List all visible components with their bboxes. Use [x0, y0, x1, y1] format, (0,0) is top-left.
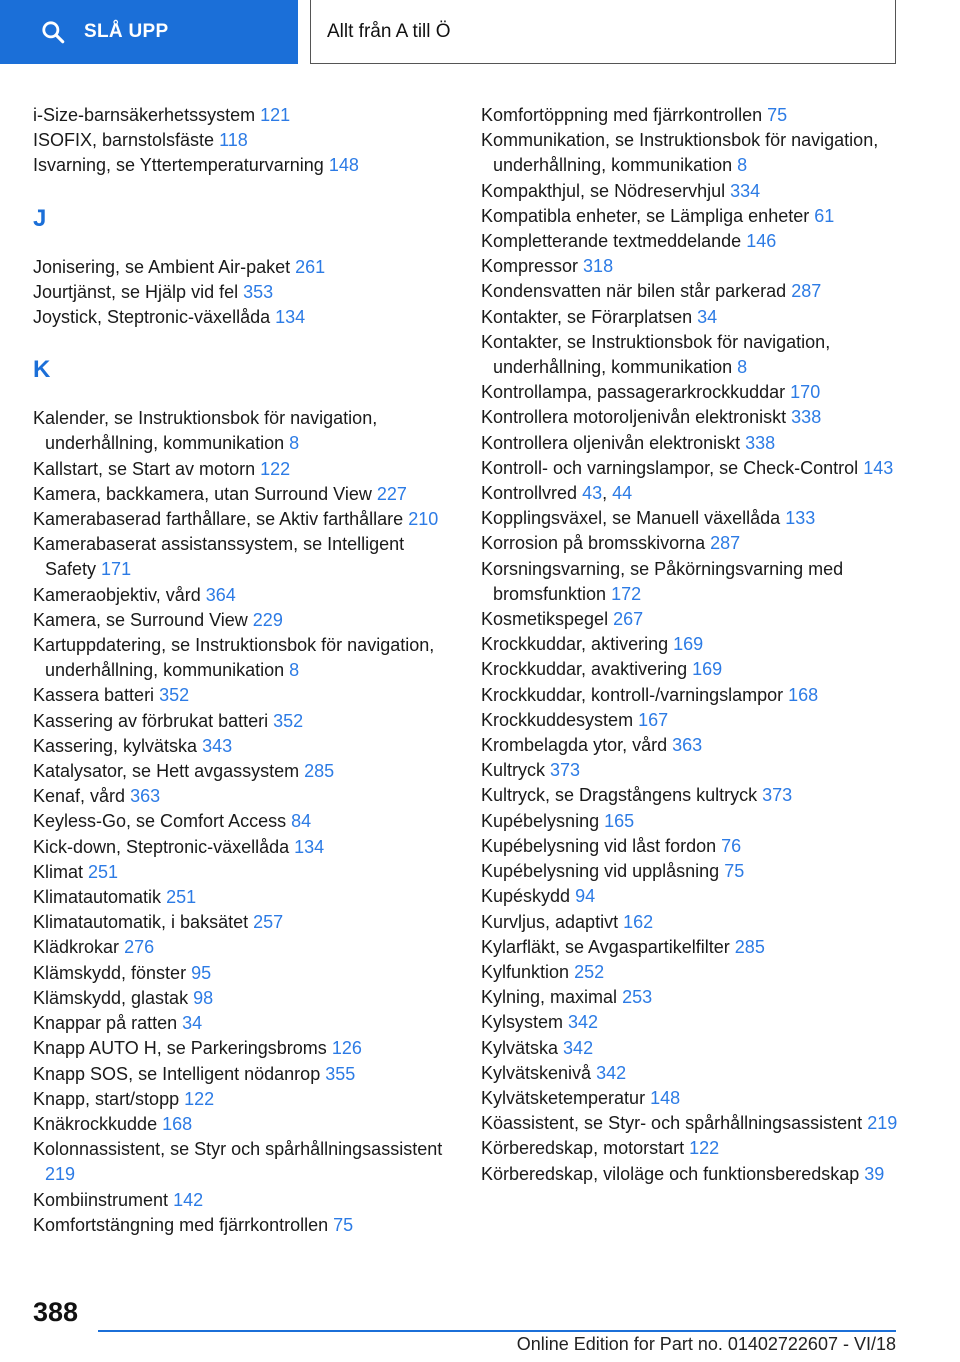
- index-entry-text: Kontrollera motoroljenivån elektroniskt: [481, 407, 787, 428]
- page-reference-link[interactable]: 172: [611, 583, 642, 604]
- page-reference-link[interactable]: 34: [182, 1013, 203, 1034]
- page-reference-link[interactable]: 143: [863, 457, 894, 478]
- index-entry: [481, 1061, 901, 1086]
- index-entry-text: Körberedskap, motorstart: [481, 1138, 685, 1159]
- page-reference-link[interactable]: 342: [563, 1037, 594, 1058]
- index-entry-text: Kommunikation, se Instruktionsbok för navigation, underhållning, kommunikation: [481, 130, 879, 176]
- page-reference-link[interactable]: 134: [294, 836, 325, 857]
- page-reference-link[interactable]: 353: [243, 281, 274, 302]
- page-reference-link[interactable]: 287: [710, 533, 741, 554]
- page-reference-link[interactable]: 355: [325, 1063, 356, 1084]
- page-reference-link[interactable]: 34: [697, 306, 718, 327]
- search-icon: [40, 19, 66, 45]
- index-entry-text: Kick-down, Steptronic-växellåda: [33, 836, 290, 857]
- index-entry-text: Krockkuddar, aktivering: [481, 634, 669, 655]
- index-entry: [33, 583, 453, 608]
- index-entry-text: Knapp AUTO H, se Parkeringsbroms: [33, 1038, 327, 1059]
- index-column-left: [33, 103, 453, 1238]
- page-reference-link[interactable]: 373: [550, 760, 581, 781]
- index-entry: [33, 1036, 453, 1061]
- page-reference-link[interactable]: 168: [788, 684, 819, 705]
- index-entry: [481, 431, 901, 456]
- index-entry-text: Kamera, se Surround View: [33, 609, 248, 630]
- page-reference-link[interactable]: 363: [672, 735, 703, 756]
- index-entry-text: Kopplingsväxel, se Manuell växellåda: [481, 508, 781, 529]
- page-reference-link[interactable]: 167: [638, 709, 669, 730]
- page-reference-link[interactable]: 165: [604, 810, 635, 831]
- index-entry-text: Kylvätsketemperatur: [481, 1087, 646, 1108]
- index-entry: [481, 935, 901, 960]
- index-entry-text: Krockkuddar, kontroll-/varningslampor: [481, 684, 784, 705]
- page-reference-link[interactable]: 168: [162, 1113, 193, 1134]
- page-reference-link[interactable]: 287: [791, 281, 822, 302]
- index-entry: [481, 607, 901, 632]
- index-entry: [33, 153, 453, 178]
- page-reference-link[interactable]: 267: [613, 609, 644, 630]
- section-title-tab: [310, 0, 896, 64]
- index-entry: [33, 406, 453, 456]
- index-entry: [33, 709, 453, 734]
- index-entry-text: Knäkrockkudde: [33, 1113, 158, 1134]
- index-entry: [33, 683, 453, 708]
- page-reference-link[interactable]: 148: [650, 1087, 681, 1108]
- index-entry: [33, 1112, 453, 1137]
- page-reference-link[interactable]: 363: [130, 786, 161, 807]
- index-entry-text: Kylarfläkt, se Avgaspartikelfilter: [481, 936, 730, 957]
- index-entry: [33, 1137, 453, 1187]
- index-entry: [481, 179, 901, 204]
- index-entry: [33, 482, 453, 507]
- page-reference-link[interactable]: 95: [191, 962, 212, 983]
- index-entry-text: Kontrollera oljenivån elektroniskt: [481, 432, 741, 453]
- index-entry-text: i-Size-barnsäkerhetssystem: [33, 105, 256, 125]
- index-entry-text: Kylvätska: [481, 1037, 559, 1058]
- index-entry: [33, 1011, 453, 1036]
- page-reference-link[interactable]: 84: [291, 811, 312, 832]
- index-entry: [33, 1213, 453, 1238]
- index-entry-text: Kassering, kylvätska: [33, 735, 198, 756]
- index-entry-text: Kameraobjektiv, vård: [33, 584, 201, 605]
- index-entry-text: Isvarning, se Yttertemperaturvarning: [33, 155, 324, 176]
- index-entry-text: Klimatautomatik: [33, 887, 162, 908]
- index-entry: [33, 507, 453, 532]
- page-reference-link[interactable]: 170: [790, 382, 821, 403]
- index-entry-text: Kassera batteri: [33, 685, 155, 706]
- search-button[interactable]: [0, 0, 298, 64]
- index-entry-text: Kompatibla enheter, se Lämpliga enheter: [481, 205, 810, 226]
- page-reference-link[interactable]: 39: [864, 1163, 885, 1184]
- index-entry-text: Knapp, start/stopp: [33, 1088, 180, 1109]
- index-entry-text: Korrosion på bromsskivorna: [481, 533, 706, 554]
- index-entry-text: Körberedskap, viloläge och funktionsberedskap: [481, 1163, 860, 1184]
- page-reference-link[interactable]: 352: [273, 710, 304, 731]
- index-entry-text: Kurvljus, adaptivt: [481, 911, 619, 932]
- index-entry-text: Kupébelysning: [481, 810, 600, 831]
- page-reference-link[interactable]: 8: [289, 660, 300, 681]
- page-reference-link[interactable]: 75: [767, 105, 788, 125]
- index-entry-text: Kupéskydd: [481, 886, 571, 907]
- page-reference-link[interactable]: 61: [814, 205, 835, 226]
- index-entry-text: Kamera, backkamera, utan Surround View: [33, 483, 372, 504]
- index-entry: [33, 103, 453, 128]
- index-entry: [481, 708, 901, 733]
- index-entry-text: Kompressor: [481, 256, 579, 277]
- page-reference-link[interactable]: 229: [252, 609, 283, 630]
- index-entry: [33, 255, 453, 280]
- index-entry: [33, 835, 453, 860]
- page-reference-link[interactable]: 162: [623, 911, 654, 932]
- index-entry: [33, 457, 453, 482]
- page-reference-link[interactable]: 142: [173, 1189, 204, 1210]
- index-entry: [481, 1036, 901, 1061]
- index-entry: [481, 834, 901, 859]
- page-reference-link[interactable]: 251: [88, 861, 119, 882]
- page-reference-link[interactable]: 373: [762, 785, 793, 806]
- index-entry: [481, 859, 901, 884]
- index-entry-text: Kalender, se Instruktionsbok för navigation, underhållning, kommunikation: [33, 408, 378, 454]
- index-entry: [481, 960, 901, 985]
- index-entry: [481, 683, 901, 708]
- index-entry: [33, 1188, 453, 1213]
- index-entry: [33, 935, 453, 960]
- index-entry-text: Kultryck: [481, 760, 546, 781]
- index-entry: [481, 632, 901, 657]
- index-entry: [481, 1136, 901, 1161]
- index-entry: [33, 860, 453, 885]
- index-entry: [33, 910, 453, 935]
- index-entry-text: Kylsystem: [481, 1012, 564, 1033]
- page-reference-link[interactable]: 75: [724, 861, 745, 882]
- page-reference-link[interactable]: 219: [45, 1164, 76, 1185]
- index-entry: [481, 128, 901, 178]
- index-entry: [481, 910, 901, 935]
- index-entry: [481, 1111, 901, 1136]
- page-reference-link[interactable]: 261: [295, 256, 326, 277]
- index-entry-text: ISOFIX, barnstolsfäste: [33, 130, 215, 151]
- page-reference-link[interactable]: 8: [737, 357, 748, 378]
- index-entry-text: Kupébelysning vid upplåsning: [481, 861, 720, 882]
- index-entry: [481, 229, 901, 254]
- index-entry: [481, 557, 901, 607]
- index-entry-text: Kombiinstrument: [33, 1189, 169, 1210]
- index-entry-text: Komfortöppning med fjärrkontrollen: [481, 105, 763, 125]
- index-entry-text: Kultryck, se Dragstångens kultryck: [481, 785, 758, 806]
- index-entry-text: Kupébelysning vid låst fordon: [481, 835, 717, 856]
- index-entry-text: Katalysator, se Hett avgassystem: [33, 761, 300, 782]
- index-entry-text: Klimatautomatik, i baksätet: [33, 912, 249, 933]
- index-entry: [33, 986, 453, 1011]
- index-entry: [33, 759, 453, 784]
- page-reference-link[interactable]: 146: [746, 231, 777, 252]
- page-reference-link[interactable]: 171: [101, 559, 132, 580]
- index-entry: [33, 1087, 453, 1112]
- page-reference-link[interactable]: 43: [582, 483, 603, 504]
- index-entry: [33, 885, 453, 910]
- page-reference-link[interactable]: 126: [331, 1038, 362, 1059]
- page-reference-link[interactable]: 118: [219, 130, 248, 151]
- page-reference-link[interactable]: 169: [673, 634, 704, 655]
- index-entry: [481, 405, 901, 430]
- index-entry: [33, 128, 453, 153]
- page-reference-link[interactable]: 133: [785, 508, 816, 529]
- index-entry-text: Kassering av förbrukat batteri: [33, 710, 269, 731]
- index-entry-text: Jonisering, se Ambient Air-paket: [33, 256, 291, 277]
- index-entry-text: Kontakter, se Förarplatsen: [481, 306, 693, 327]
- index-entry: [481, 330, 901, 380]
- page-reference-link[interactable]: 342: [568, 1012, 599, 1033]
- index-entry-text: Kondensvatten när bilen står parkerad: [481, 281, 787, 302]
- page-reference-link[interactable]: 338: [745, 432, 776, 453]
- index-letter-heading: K: [33, 356, 51, 384]
- index-entry-text: Kolonnassistent, se Styr och spårhållningsassistent: [33, 1139, 443, 1160]
- index-entry-text: Kontrollvred: [481, 483, 578, 504]
- index-entry-text: Klämskydd, fönster: [33, 962, 187, 983]
- index-entry: [481, 758, 901, 783]
- page-reference-link[interactable]: 44: [612, 483, 633, 504]
- index-entry-text: Krockkuddar, avaktivering: [481, 659, 688, 680]
- index-entry: [33, 532, 453, 582]
- index-entry-text: Kylvätskenivå: [481, 1062, 592, 1083]
- page-reference-link[interactable]: 252: [574, 961, 605, 982]
- page-reference-link[interactable]: 276: [124, 937, 155, 958]
- page-reference-link[interactable]: 94: [575, 886, 596, 907]
- index-entry-text: Kylfunktion: [481, 961, 570, 982]
- index-column-right: [481, 103, 901, 1187]
- index-letter-heading: J: [33, 204, 47, 232]
- index-entry-text: Kamerabaserat assistanssystem, se Intelligent Safety: [33, 534, 405, 580]
- index-entry: [481, 1162, 901, 1187]
- index-entry-text: Joystick, Steptronic-växellåda: [33, 307, 271, 328]
- page-reference-link[interactable]: 342: [596, 1062, 627, 1083]
- index-entry: [481, 279, 901, 304]
- page-reference-link[interactable]: 122: [260, 458, 291, 479]
- index-entry: [33, 961, 453, 986]
- page-reference-link[interactable]: 334: [730, 180, 761, 201]
- index-entry: [33, 305, 453, 330]
- page-reference-link[interactable]: 169: [692, 659, 723, 680]
- page-reference-link[interactable]: 251: [166, 887, 197, 908]
- index-entry: [33, 608, 453, 633]
- index-entry-text: Knapp SOS, se Intelligent nödanrop: [33, 1063, 321, 1084]
- edition-note: Online Edition for Part no. 01402722607 - VI/18: [516, 1334, 896, 1354]
- page-reference-link[interactable]: 352: [159, 685, 190, 706]
- index-entry: [481, 254, 901, 279]
- index-entry-text: Krombelagda ytor, vård: [481, 735, 668, 756]
- index-entry-text: Klämskydd, glastak: [33, 987, 189, 1008]
- index-entry: [481, 985, 901, 1010]
- index-entry: [481, 1010, 901, 1035]
- index-entry-text: Klimat: [33, 861, 84, 882]
- index-entry-text: Kartuppdatering, se Instruktionsbok för navigation, underhållning, kommunikation: [33, 635, 435, 681]
- index-entry: [481, 456, 901, 481]
- index-entry: [481, 884, 901, 909]
- page-reference-link[interactable]: 122: [184, 1088, 215, 1109]
- page-reference-link[interactable]: 219: [867, 1113, 898, 1134]
- page-reference-link[interactable]: 343: [202, 735, 233, 756]
- index-entry: [481, 531, 901, 556]
- index-entry: [481, 783, 901, 808]
- index-entry: [33, 633, 453, 683]
- page-reference-link[interactable]: 227: [376, 483, 407, 504]
- page-reference-link[interactable]: 364: [205, 584, 236, 605]
- page-reference-link[interactable]: 318: [583, 256, 614, 277]
- section-title: Allt från A till Ö: [327, 20, 451, 42]
- index-entry-text: Kamerabaserad farthållare, se Aktiv farthållare: [33, 509, 404, 530]
- page-reference-link[interactable]: 98: [193, 987, 214, 1008]
- page-reference-link[interactable]: 75: [333, 1214, 354, 1235]
- page-reference-link[interactable]: 134: [275, 307, 306, 328]
- index-entry: [481, 204, 901, 229]
- index-entry-text: Krockkuddesystem: [481, 709, 634, 730]
- index-entry: [481, 733, 901, 758]
- page-reference-link[interactable]: 210: [408, 509, 439, 530]
- index-entry: [33, 784, 453, 809]
- index-entry-text: Korsningsvarning, se Påkörningsvarning med bromsfunktion: [481, 558, 844, 604]
- index-entry: Kontrollvred 43, 44: [481, 483, 633, 504]
- index-entry-text: Kallstart, se Start av motorn: [33, 458, 256, 479]
- footer-divider: [98, 1330, 896, 1332]
- page-reference-link[interactable]: 285: [304, 761, 335, 782]
- index-entry: [33, 1062, 453, 1087]
- index-entry-text: Kylning, maximal: [481, 987, 618, 1008]
- index-entry-text: Jourtjänst, se Hjälp vid fel: [33, 281, 239, 302]
- index-entry: [481, 103, 901, 128]
- index-entry-text: Kontakter, se Instruktionsbok för navigation, underhållning, kommunikation: [481, 331, 831, 378]
- index-entry-text: Köassistent, se Styr- och spårhållningsassistent: [481, 1113, 863, 1134]
- page-reference-link[interactable]: 76: [721, 835, 742, 856]
- index-entry-text: Keyless-Go, se Comfort Access: [33, 811, 287, 832]
- index-entry-text: Komfortstängning med fjärrkontrollen: [33, 1214, 329, 1235]
- page-number: 388: [33, 1297, 79, 1327]
- index-entry: [481, 809, 901, 834]
- index-entry-text: Kenaf, vård: [33, 786, 126, 807]
- page-reference-link[interactable]: 121: [260, 105, 291, 125]
- index-entry: [481, 506, 901, 531]
- index-entry-text: Kompakthjul, se Nödreservhjul: [481, 180, 726, 201]
- page-reference-link[interactable]: 257: [253, 912, 284, 933]
- index-entry: [33, 280, 453, 305]
- index-entry-text: Knappar på ratten: [33, 1013, 178, 1034]
- page-reference-link[interactable]: 8: [737, 155, 748, 176]
- page-reference-link[interactable]: 8: [289, 433, 300, 454]
- page-reference-link[interactable]: 253: [622, 987, 653, 1008]
- page-reference-link[interactable]: 338: [791, 407, 822, 428]
- index-entry-text: Klädkrokar: [33, 937, 120, 958]
- index-entry-text: Kosmetikspegel: [481, 609, 609, 630]
- page-reference-link[interactable]: 148: [328, 155, 359, 176]
- page-reference-link[interactable]: 285: [734, 936, 765, 957]
- page-reference-link[interactable]: 122: [689, 1138, 720, 1159]
- index-entry-text: Kontroll- och varningslampor, se Check-Control: [481, 457, 859, 478]
- index-entry: [33, 809, 453, 834]
- index-entry: [481, 305, 901, 330]
- index-entry-text: Kompletterande textmeddelande: [481, 231, 742, 252]
- index-entry: [33, 734, 453, 759]
- index-entry-text: Kontrollampa, passagerarkrockkuddar: [481, 382, 786, 403]
- index-entry: [481, 1086, 901, 1111]
- search-button-label: SLÅ UPP: [84, 21, 169, 42]
- index-entry: [481, 657, 901, 682]
- index-entry: [481, 380, 901, 405]
